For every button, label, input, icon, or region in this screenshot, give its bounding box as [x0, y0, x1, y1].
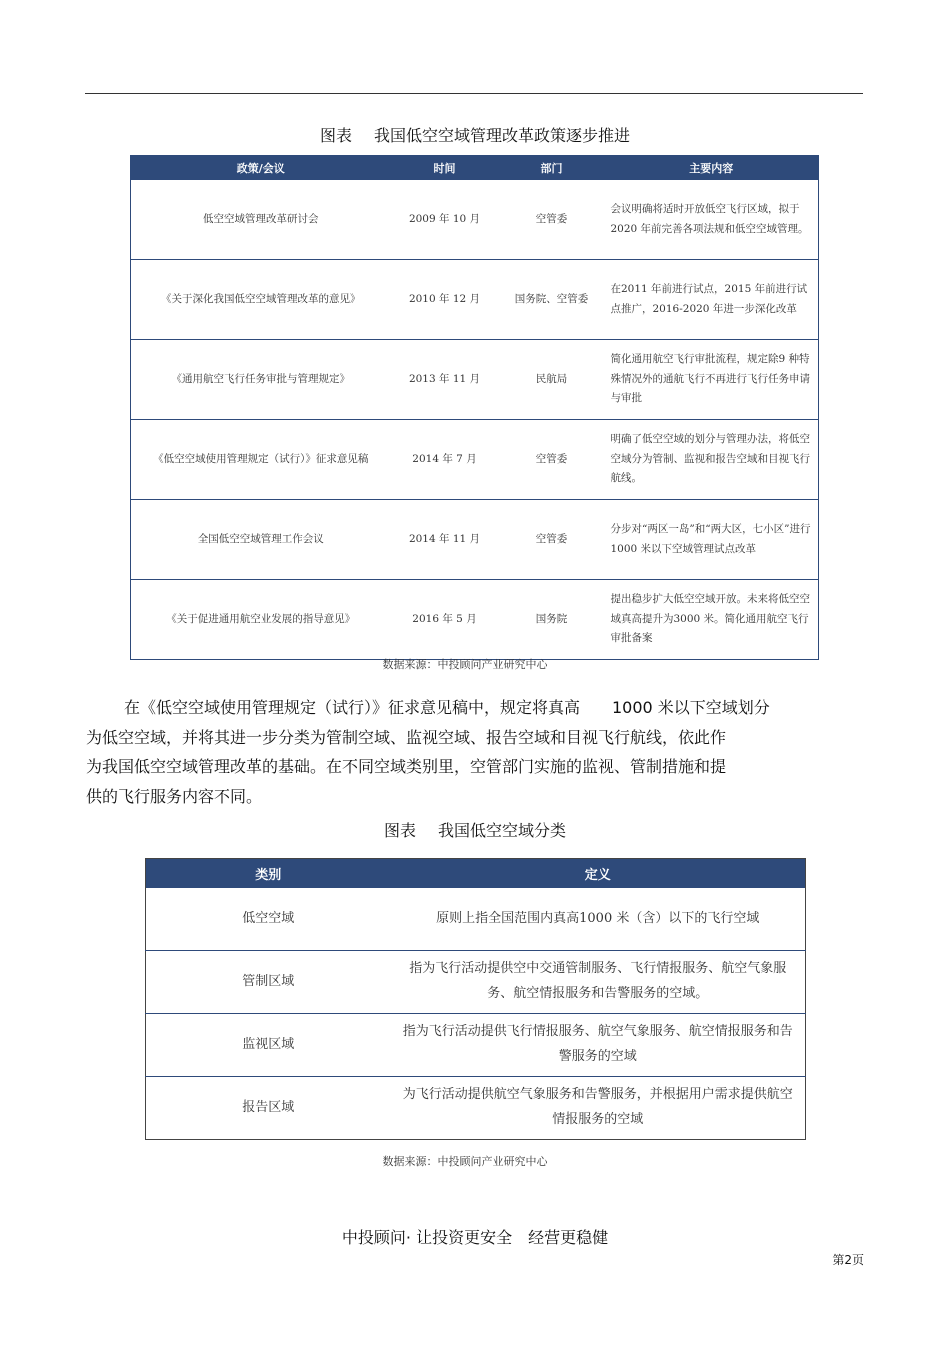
header-definition: 定义 — [391, 859, 806, 889]
header-dept: 部门 — [499, 156, 605, 181]
policy-table — [130, 155, 819, 660]
category-cell: 报告区域 — [242, 1099, 295, 1115]
table1-caption — [0, 123, 950, 146]
category-cell: 低空空域 — [146, 888, 391, 951]
policy-cell: 《关于促进通用航空业发展的指导意见》 — [131, 580, 391, 660]
table-row — [131, 260, 819, 340]
body-paragraph — [86, 693, 866, 811]
paragraph-line: 为低空空域，并将其进一步分类为管制空域、监视空域、报告空域和目视飞行航线，依此作 — [86, 727, 727, 747]
table2-source: 数据来源：中投顾问产业研究中心 — [382, 1155, 548, 1168]
table-row — [146, 888, 806, 951]
content-cell: 分步对“两区一岛”和“两大区，七小区”进行1000 米以下空域管理试点改革 — [605, 500, 819, 580]
table2-caption-title: 我国低空空域分类 — [438, 821, 567, 840]
content-cell: 会议明确将适时开放低空飞行区域，拟于2020 年前完善各项法规和低空空域管理。 — [605, 180, 819, 260]
dept-cell: 空管委 — [499, 420, 605, 500]
content-cell: 在2011 年前进行试点，2015 年前进行试点推广，2016-2020 年进一步深化改革 — [605, 260, 819, 340]
definition-cell: 为飞行活动提供航空气象服务和告警服务，并根据用户需求提供航空情报服务的空域 — [402, 1087, 793, 1127]
time-cell: 2009 年 10 月 — [391, 180, 499, 260]
definition-cell: 指为飞行活动提供空中交通管制服务、飞行情报服务、航空气象服务、航空情报服务和告警服务的空域。 — [391, 951, 806, 1014]
header-rule — [85, 93, 863, 94]
time-cell: 2014 年 7 月 — [391, 420, 499, 500]
time-cell: 2013 年 11 月 — [391, 340, 499, 420]
dept-cell: 空管委 — [499, 180, 605, 260]
paragraph-line: 供的飞行服务内容不同。 — [86, 786, 263, 806]
paragraph-line: 为我国低空空域管理改革的基础。在不同空域类别里，空管部门实施的监视、管制措施和提 — [86, 757, 727, 776]
dept-cell: 民航局 — [499, 340, 605, 420]
table1-caption-title: 我国低空空域管理改革政策逐步推进 — [374, 126, 631, 145]
table-row — [131, 580, 819, 660]
table-row — [131, 340, 819, 420]
table2-caption-label: 图表 — [383, 821, 416, 840]
table1-source: 数据来源：中投顾问产业研究中心 — [382, 658, 548, 671]
content-cell: 明确了低空空域的划分与管理办法，将低空空域分为管制、监视和报告空域和目视飞行航线。 — [605, 420, 819, 500]
paragraph-line: 在《低空空域使用管理规定（试行）》征求意见稿中，规定将真高 1000 米以下空域划分 — [124, 698, 770, 717]
dept-cell: 国务院、空管委 — [499, 260, 605, 340]
table-row — [131, 180, 819, 260]
table-header-row — [131, 156, 819, 181]
header-category: 类别 — [146, 859, 391, 889]
policy-cell: 《低空空域使用管理规定（试行）》征求意见稿 — [131, 420, 391, 500]
definition-cell: 指为飞行活动提供飞行情报服务、航空气象服务、航空情报服务和告警服务的空域 — [391, 1014, 806, 1077]
table-header-row — [146, 859, 806, 889]
dept-cell: 空管委 — [499, 500, 605, 580]
dept-cell: 国务院 — [499, 580, 605, 660]
content-cell: 提出稳步扩大低空空域开放。未来将低空空域真高提升为3000 米。简化通用航空飞行审批备案 — [605, 580, 819, 660]
table1-caption-label: 图表 — [319, 126, 352, 145]
footer-slogan: 中投顾问· 让投资更安全 经营更稳健 — [341, 1228, 609, 1247]
definition-cell: 原则上指全国范围内真高1000 米（含）以下的飞行空域 — [391, 888, 806, 951]
table-row — [146, 951, 806, 1014]
policy-cell: 《通用航空飞行任务审批与管理规定》 — [131, 340, 391, 420]
table-row — [146, 1077, 806, 1140]
category-cell: 监视区域 — [146, 1014, 391, 1077]
header-time: 时间 — [391, 156, 499, 181]
airspace-table — [145, 858, 806, 1140]
header-content: 主要内容 — [605, 156, 819, 181]
category-cell: 管制区域 — [146, 951, 391, 1014]
time-cell: 2016 年 5 月 — [391, 580, 499, 660]
header-policy: 政策/会议 — [131, 156, 391, 181]
policy-cell: 《关于深化我国低空空域管理改革的意见》 — [131, 260, 391, 340]
table2-caption — [0, 818, 950, 841]
table-row — [146, 1014, 806, 1077]
page-number: 第2页 — [832, 1253, 864, 1267]
policy-cell: 低空空域管理改革研讨会 — [131, 180, 391, 260]
table-row — [131, 420, 819, 500]
content-cell: 简化通用航空飞行审批流程，规定除9 种特殊情况外的通航飞行不再进行飞行任务申请与审批 — [605, 340, 819, 420]
time-cell: 2014 年 11 月 — [391, 500, 499, 580]
time-cell: 2010 年 12 月 — [391, 260, 499, 340]
table-row — [131, 500, 819, 580]
policy-cell: 全国低空空域管理工作会议 — [131, 500, 391, 580]
